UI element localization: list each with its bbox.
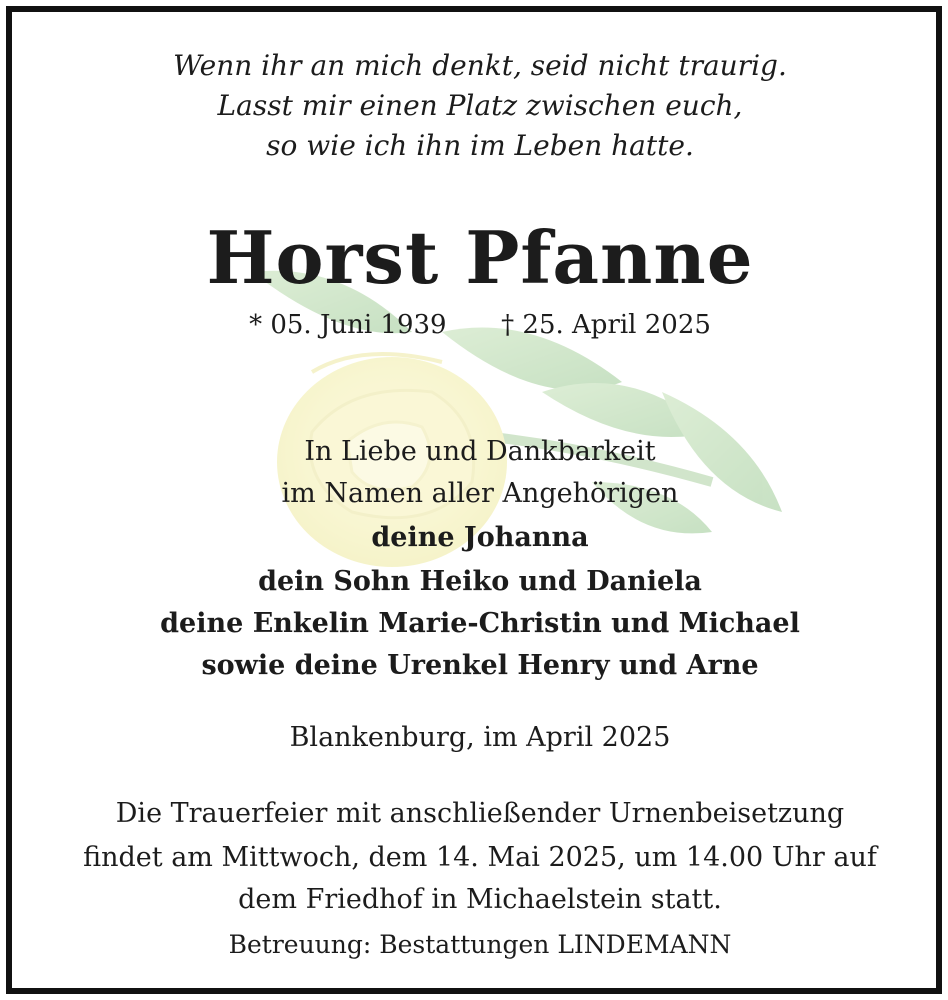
poem-line-2: Lasst mir einen Platz zwischen euch, bbox=[217, 89, 743, 122]
family-line-1: deine Johanna bbox=[371, 522, 589, 553]
funeral-line-3: dem Friedhof in Michaelstein statt. bbox=[238, 884, 722, 915]
undertaker: Betreuung: Bestattungen LINDEMANN bbox=[228, 930, 732, 959]
poem-line-1: Wenn ihr an mich denkt, seid nicht traurig. bbox=[173, 49, 787, 82]
birth-date: * 05. Juni 1939 bbox=[249, 310, 447, 340]
life-dates bbox=[12, 310, 942, 340]
death-date: † 25. April 2025 bbox=[501, 310, 711, 340]
dedication-line-1: In Liebe und Dankbarkeit bbox=[304, 436, 656, 467]
poem-line-3: so wie ich ihn im Leben hatte. bbox=[266, 129, 694, 162]
funeral-line-2: findet am Mittwoch, dem 14. Mai 2025, um 14.00 Uhr auf bbox=[83, 842, 877, 873]
family-line-3: deine Enkelin Marie-Christin und Michael bbox=[160, 608, 800, 639]
funeral-line-1: Die Trauerfeier mit anschließender Urnenbeisetzung bbox=[115, 798, 845, 829]
dedication-line-2: im Namen aller Angehörigen bbox=[281, 478, 679, 509]
family-line-2: dein Sohn Heiko und Daniela bbox=[258, 566, 702, 597]
place-date: Blankenburg, im April 2025 bbox=[289, 722, 671, 753]
obituary-frame bbox=[6, 6, 942, 994]
family-line-4: sowie deine Urenkel Henry und Arne bbox=[201, 650, 759, 681]
deceased-name: Horst Pfanne bbox=[206, 215, 754, 300]
